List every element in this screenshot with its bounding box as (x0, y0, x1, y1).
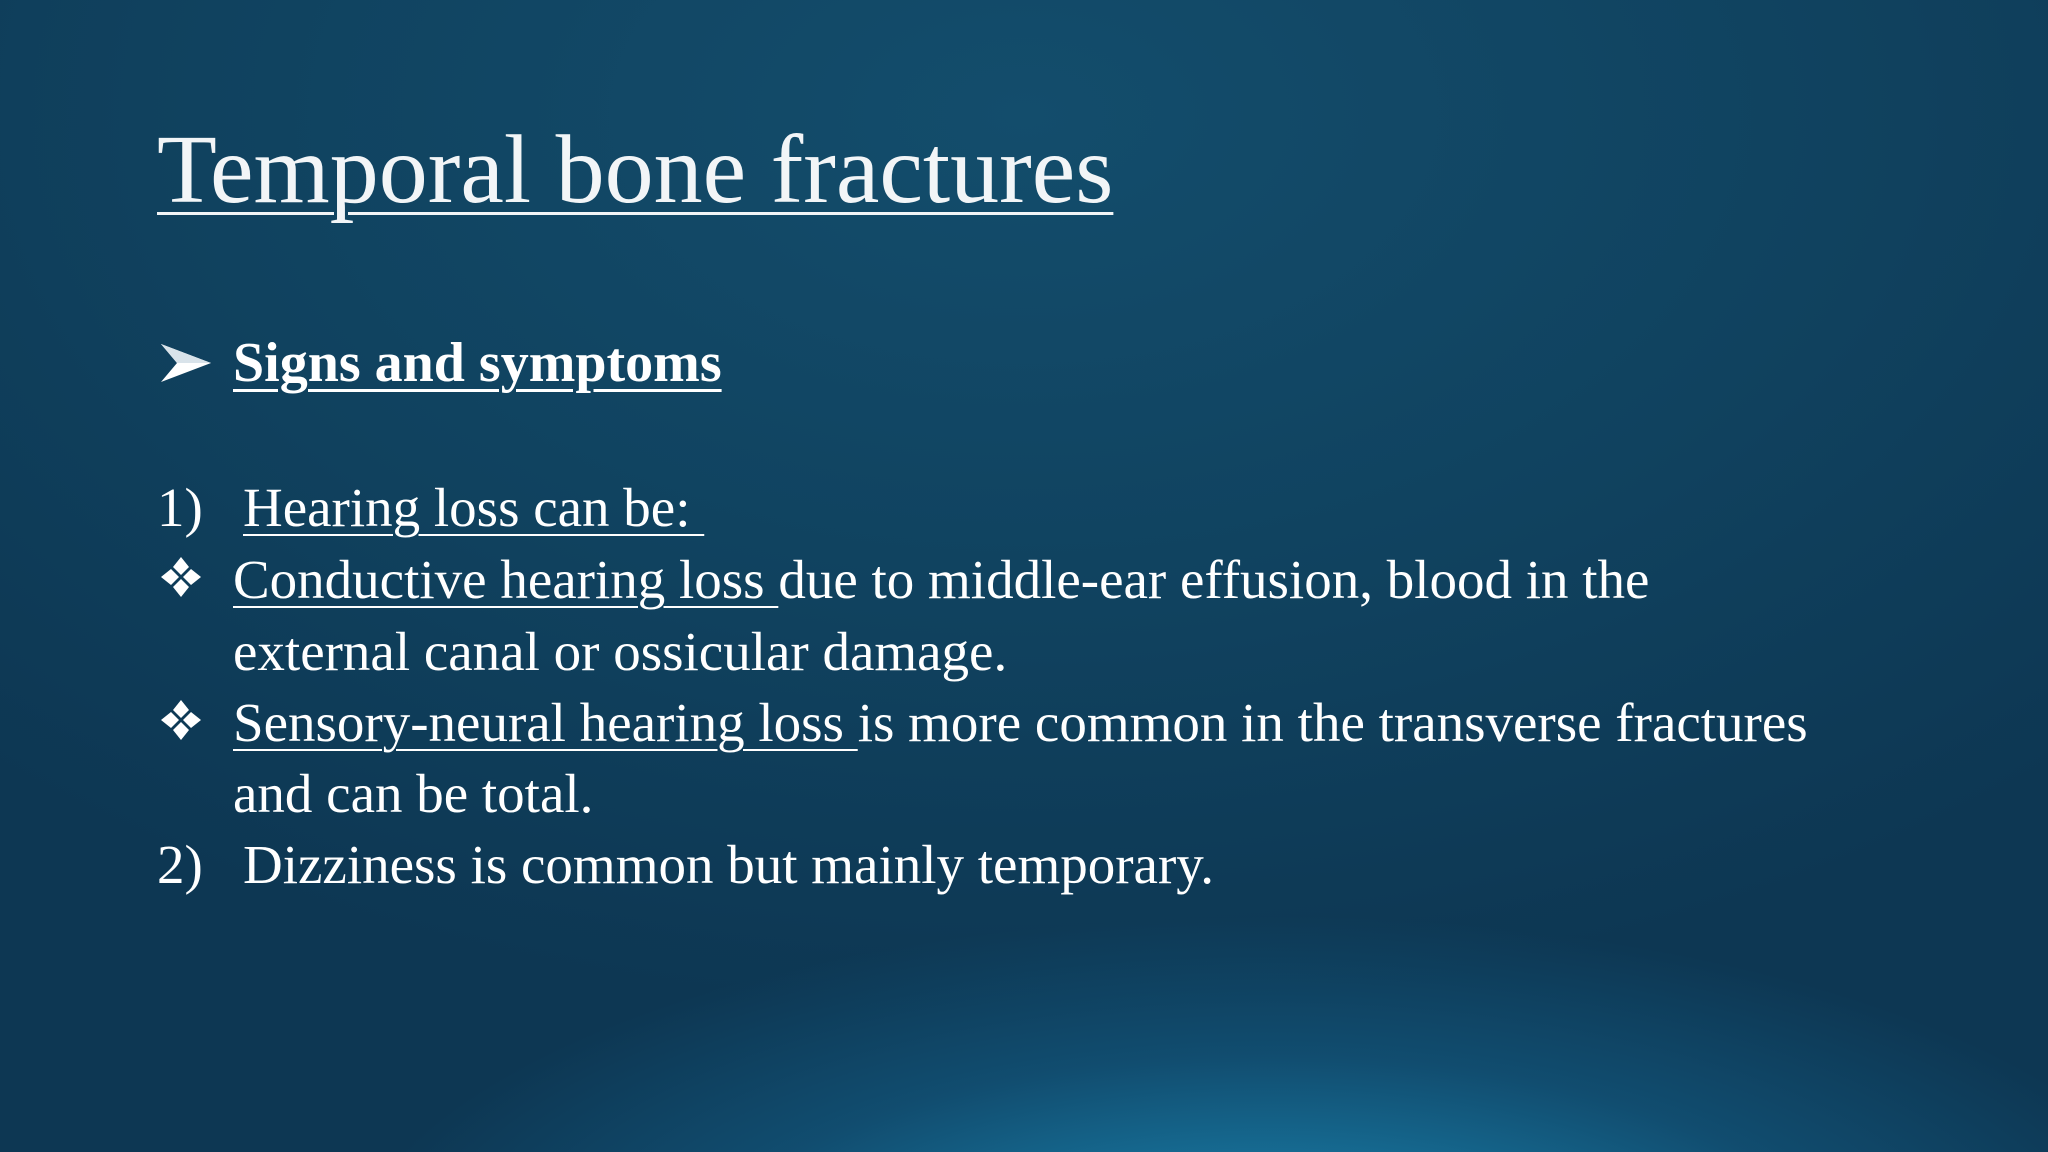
list-item-sensory-neural (233, 688, 1808, 758)
list-text: Dizziness is common but mainly temporary. (243, 834, 1214, 895)
item-continuation: and can be total. (233, 763, 594, 824)
list-item-conductive (233, 545, 1649, 615)
list-number: 1) (157, 477, 203, 538)
list-item-2 (157, 830, 1214, 900)
diamond-bullet-icon (159, 698, 203, 742)
arrow-bullet-icon (157, 340, 215, 386)
diamond-bullet-icon (159, 555, 203, 599)
item-description: is more common in the transverse fractures (857, 692, 1808, 753)
item-continuation: external canal or ossicular damage. (233, 621, 1008, 682)
underlined-term: Conductive hearing loss (233, 549, 779, 610)
section-heading (157, 328, 722, 398)
underlined-term: Sensory-neural hearing loss (233, 692, 858, 753)
section-label: Signs and symptoms (233, 332, 722, 394)
list-item-1 (157, 473, 704, 543)
slide-title: Temporal bone fractures (157, 116, 1114, 224)
item-description: due to middle-ear effusion, blood in the (778, 549, 1650, 610)
list-number: 2) (157, 834, 203, 895)
list-text: Hearing loss can be: (243, 477, 705, 538)
